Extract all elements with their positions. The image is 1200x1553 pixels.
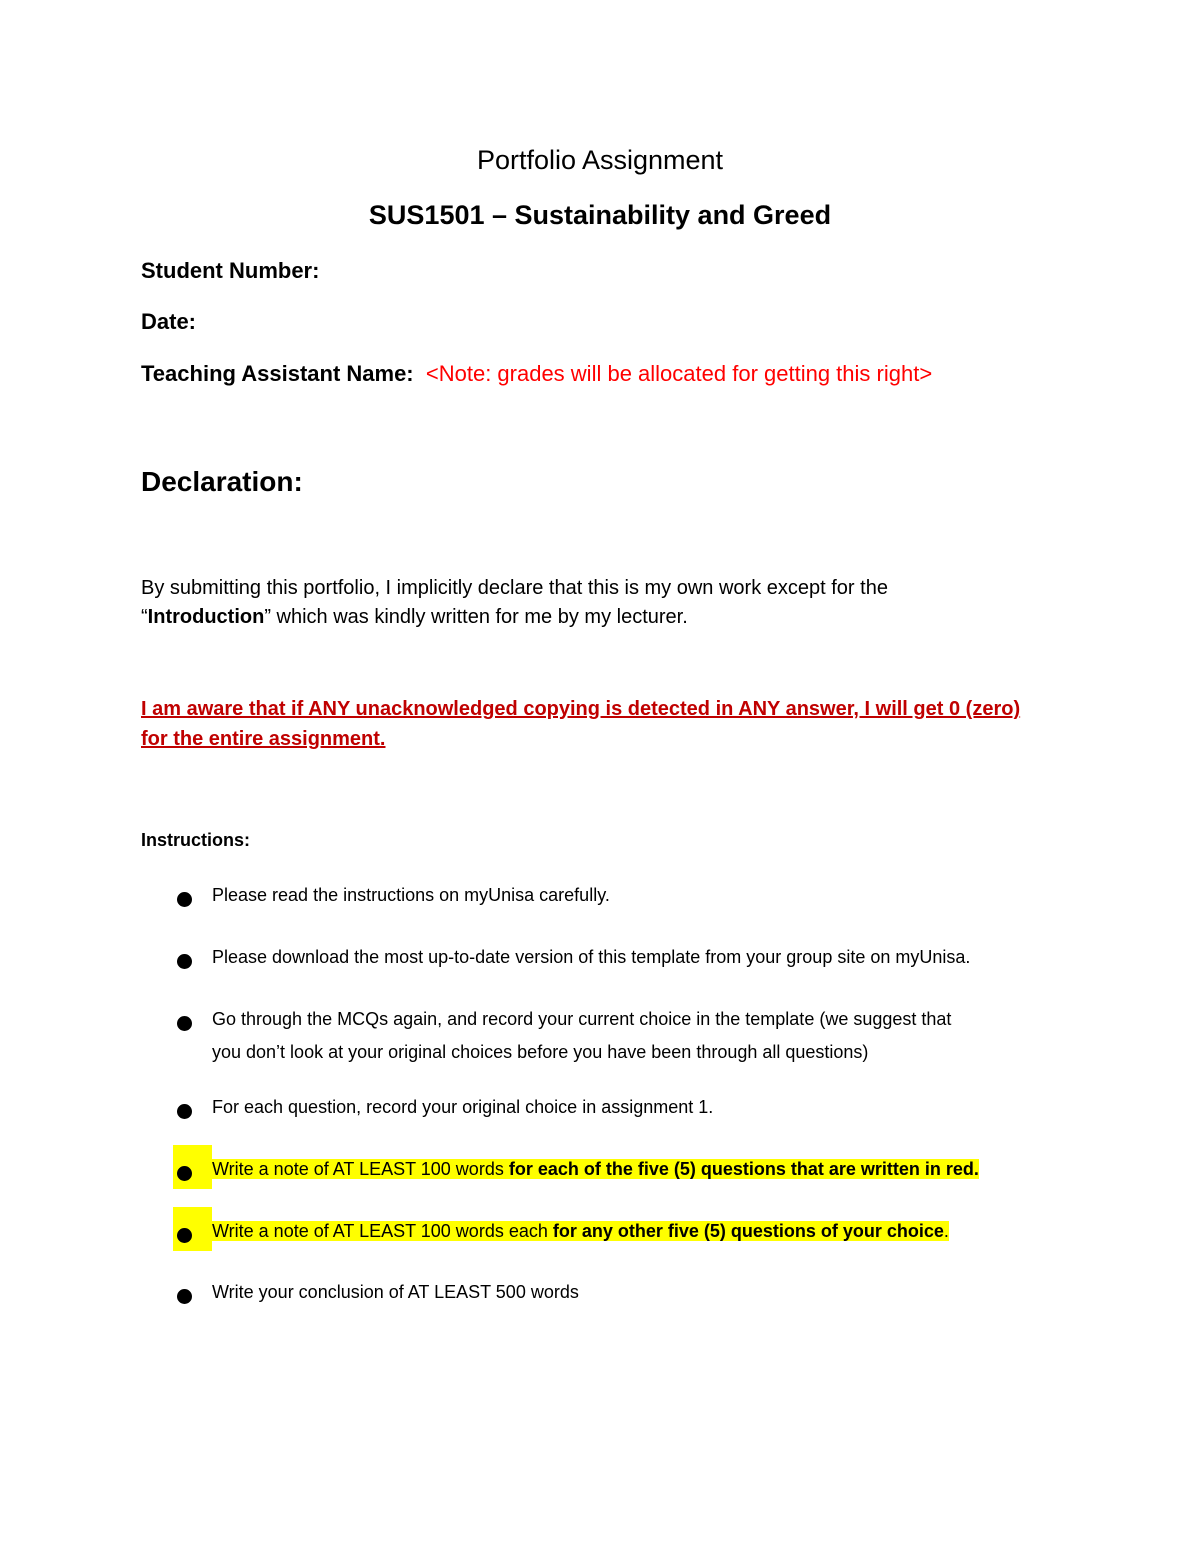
instruction-item-5-plain: Write a note of AT LEAST 100 words <box>212 1159 509 1179</box>
bullet-icon <box>177 1104 192 1119</box>
instruction-item-5 <box>212 1159 979 1180</box>
bullet-icon <box>177 1166 192 1181</box>
instruction-item-6-bold: for any other five (5) questions of your choice <box>552 1221 944 1241</box>
instruction-item-7: Write your conclusion of AT LEAST 500 words <box>212 1282 579 1302</box>
instruction-item-6 <box>212 1221 949 1242</box>
document-title: Portfolio Assignment <box>476 145 724 175</box>
instruction-item-6-plain: Write a note of AT LEAST 100 words each <box>212 1221 553 1241</box>
ta-note: <Note: grades will be allocated for getting this right> <box>425 361 933 386</box>
instruction-item-3-line-2: you don’t look at your original choices before you have been through all questions) <box>212 1042 869 1062</box>
ta-name-label: Teaching Assistant Name: <box>141 361 414 386</box>
declaration-line-2-rest: ” which was kindly written for me by my lecturer. <box>264 606 688 628</box>
instruction-item-5-bold: for each of the five (5) questions that are written in red. <box>508 1159 979 1179</box>
instruction-item-6-end: . <box>943 1221 949 1241</box>
warning-line-2: for the entire assignment. <box>141 728 386 750</box>
date-label: Date: <box>141 309 197 334</box>
instruction-item-3-line-1: Go through the MCQs again, and record your current choice in the template (we suggest that <box>212 1009 952 1029</box>
introduction-word: Introduction <box>147 606 265 628</box>
instructions-label: Instructions: <box>141 830 251 850</box>
bullet-icon <box>177 1289 192 1304</box>
ta-name-field <box>141 361 932 387</box>
instruction-item-1: Please read the instructions on myUnisa carefully. <box>212 885 610 905</box>
instruction-item-2: Please download the most up-to-date version of this template from your group site on myUnisa. <box>212 947 971 967</box>
declaration-line-2 <box>141 606 688 629</box>
bullet-icon <box>177 954 192 969</box>
bullet-icon <box>177 1016 192 1031</box>
declaration-heading: Declaration: <box>141 466 303 497</box>
open-quote: “ <box>141 606 148 628</box>
warning-line-1: I am aware that if ANY unacknowledged copying is detected in ANY answer, I will get 0 (zero) <box>141 698 1021 720</box>
student-number-label: Student Number: <box>141 258 320 283</box>
instruction-item-4: For each question, record your original choice in assignment 1. <box>212 1097 714 1117</box>
document-subtitle: SUS1501 – Sustainability and Greed <box>368 200 832 230</box>
bullet-icon <box>177 892 192 907</box>
declaration-line-1: By submitting this portfolio, I implicitly declare that this is my own work except for the <box>141 577 888 599</box>
bullet-icon <box>177 1228 192 1243</box>
